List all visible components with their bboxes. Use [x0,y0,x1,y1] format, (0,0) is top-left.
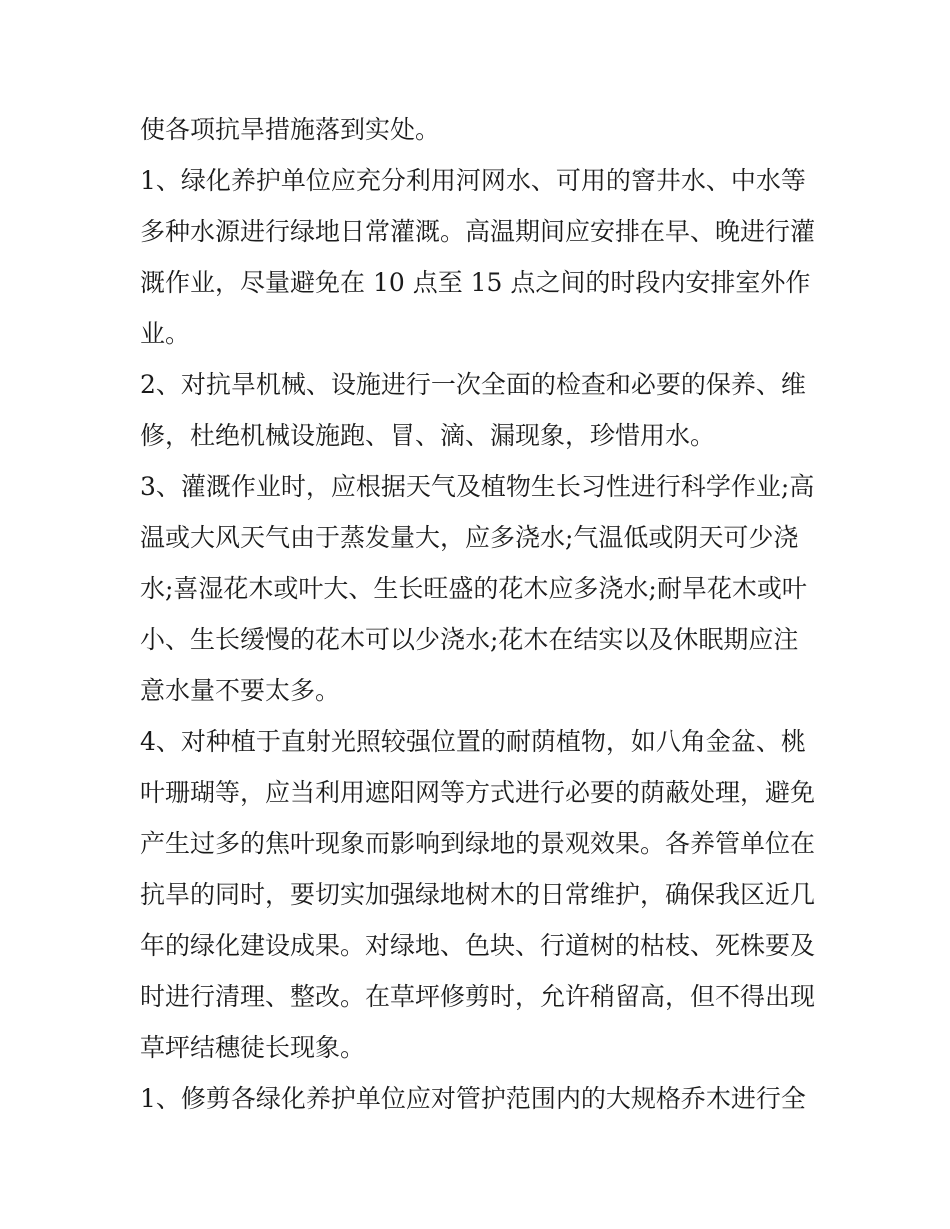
text-line: 使各项抗旱措施落到实处。 [140,115,441,144]
text-line: 业。 [140,319,191,348]
text-line: 时进行清理、整改。在草坪修剪时，允许稍留高，但不得出现 [140,982,816,1011]
paragraph-intro [140,104,820,155]
text-line: 3、灌溉作业时，应根据天气及植物生长习性进行科学作业;高 [140,472,815,501]
text-line: 1、修剪各绿化养护单位应对管护范围内的大规格乔木进行全 [140,1084,806,1113]
text-line: 意水量不要太多。 [140,676,341,705]
text-line: 2、对抗旱机械、设施进行一次全面的检查和必要的保养、维 [140,370,806,399]
paragraph-item-1-water-sources [140,155,820,359]
text-line: 小、生长缓慢的花木可以少浇水;花木在结实以及休眠期应注 [140,625,799,654]
text-line: 水;喜湿花木或叶大、生长旺盛的花木应多浇水;耐旱花木或叶 [140,574,807,603]
text-line: 温或大风天气由于蒸发量大，应多浇水;气温低或阴天可少浇 [140,523,799,552]
text-line: 产生过多的焦叶现象而影响到绿地的景观效果。各养管单位在 [140,829,816,858]
text-line: 叶珊瑚等，应当利用遮阳网等方式进行必要的荫蔽处理，避免 [140,778,816,807]
paragraph-item-2-equipment [140,359,820,461]
paragraph-item-3-irrigation [140,461,820,716]
text-line: 年的绿化建设成果。对绿地、色块、行道树的枯枝、死株要及 [140,931,816,960]
text-line: 溉作业，尽量避免在 10 点至 15 点之间的时段内安排室外作 [140,268,811,297]
text-line: 草坪结穗徒长现象。 [140,1033,366,1062]
text-line: 1、绿化养护单位应充分利用河网水、可用的窨井水、中水等 [140,166,806,195]
paragraph-pruning-item-1 [140,1073,820,1124]
text-line: 多种水源进行绿地日常灌溉。高温期间应安排在早、晚进行灌 [140,217,816,246]
paragraph-item-4-shade [140,716,820,1073]
document-body [140,104,820,1124]
text-line: 修，杜绝机械设施跑、冒、滴、漏现象，珍惜用水。 [140,421,716,450]
text-line: 抗旱的同时，要切实加强绿地树木的日常维护，确保我区近几 [140,880,816,909]
text-line: 4、对种植于直射光照较强位置的耐荫植物，如八角金盆、桃 [140,727,806,756]
